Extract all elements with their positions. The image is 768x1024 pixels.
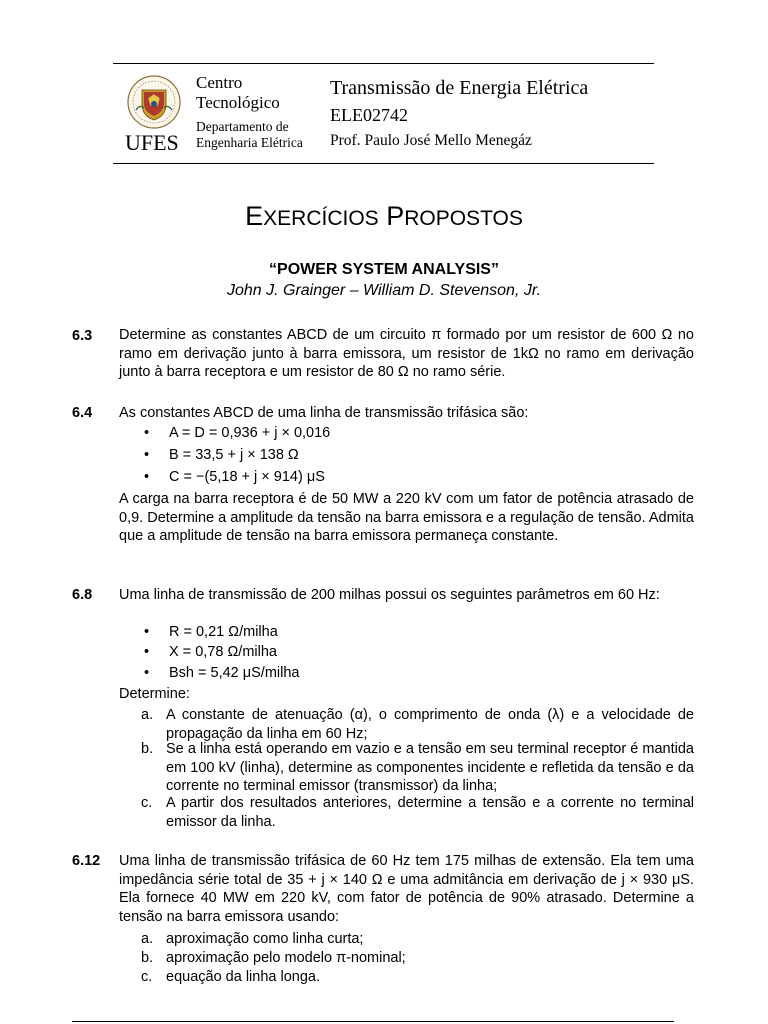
ufes-seal-logo — [122, 74, 186, 130]
course-title: Transmissão de Energia Elétrica — [330, 77, 589, 99]
header-bottom-rule — [113, 163, 654, 164]
bullet: • — [144, 425, 150, 441]
list-marker: a. — [141, 931, 154, 947]
exercise-number: 6.12 — [72, 853, 101, 869]
bullet: • — [144, 447, 150, 463]
title-rest-2: ROPOSTOS — [404, 207, 523, 230]
bullet: • — [144, 665, 150, 681]
list-marker: b. — [141, 950, 154, 966]
professor-name: Prof. Paulo José Mello Menegáz — [330, 132, 532, 149]
list-marker: a. — [141, 707, 154, 723]
bullet: • — [144, 644, 150, 660]
bullet-text: Bsh = 5,42 μS/milha — [169, 665, 300, 681]
exercise-number: 6.4 — [72, 405, 93, 421]
book-title: “POWER SYSTEM ANALYSIS” — [269, 261, 499, 278]
list-marker: c. — [141, 795, 153, 811]
exercise-number: 6.8 — [72, 587, 93, 603]
university-name: UFES — [125, 130, 179, 155]
department-line-2: Engenharia Elétrica — [196, 135, 303, 150]
header-top-rule — [113, 63, 654, 64]
exercise-statement: Uma linha de transmissão de 200 milhas possui os seguintes parâmetros em 60 Hz: — [119, 587, 660, 603]
exercise-number: 6.3 — [72, 328, 93, 344]
list-item-text: A partir dos resultados anteriores, determine a tensão e a corrente no terminal emissor da linha. — [166, 795, 694, 830]
list-marker: b. — [141, 741, 154, 757]
course-code: ELE02742 — [330, 105, 408, 125]
bullet-text: A = D = 0,936 + j × 0,016 — [169, 425, 331, 441]
institution-line-2: Tecnológico — [196, 93, 280, 112]
exercise-statement: As constantes ABCD de uma linha de transmissão trifásica são: — [119, 405, 529, 421]
list-item-text: A constante de atenuação (α), o comprimento de onda (λ) e a velocidade de propagação da linha em 60 Hz; — [166, 707, 694, 742]
list-item-text: Se a linha está operando em vazio e a tensão em seu terminal receptor é mantida em 100 kV (linha), determine as componentes incidente e refletida da tensão e da corrente no terminal emissor (transmissor) da linha; — [166, 741, 694, 794]
exercise-statement: Determine as constantes ABCD de um circuito π formado por um resistor de 600 Ω no ramo em derivação junto à barra emissora, um resistor de 1kΩ no ramo em derivação junto à barra receptora e um resistor de 80 Ω no ramo série. — [119, 327, 694, 380]
title-initial-1: E — [245, 201, 264, 231]
bullet-text: C = −(5,18 + j × 914) μS — [169, 469, 325, 485]
list-item-text: aproximação pelo modelo π-nominal; — [166, 950, 406, 966]
bullet-text: B = 33,5 + j × 138 Ω — [169, 447, 299, 463]
bullet: • — [144, 469, 150, 485]
footer-rule — [72, 1021, 674, 1022]
exercise-intro: Determine: — [119, 686, 190, 702]
list-item-text: equação da linha longa. — [166, 969, 320, 985]
bullet: • — [144, 624, 150, 640]
institution-line-1: Centro — [196, 73, 243, 92]
list-item-text: aproximação como linha curta; — [166, 931, 364, 947]
title-initial-2: P — [386, 201, 405, 231]
title-rest-1: XERCÍCIOS — [263, 207, 379, 230]
exercise-statement: Uma linha de transmissão trifásica de 60 Hz tem 175 milhas de extensão. Ela tem uma impedância série total de 35 + j × 140 Ω e uma admitância em derivação de j × 930 μS. Ela fornece 40 MW em 220 kV, com fator de potência de 90% atrasado. Determine a tensão na barra emissora usando: — [119, 853, 694, 925]
book-authors: John J. Grainger – William D. Stevenson, Jr. — [226, 282, 542, 299]
bullet-text: X = 0,78 Ω/milha — [169, 644, 277, 660]
department-line-1: Departamento de — [196, 119, 289, 134]
bullet-text: R = 0,21 Ω/milha — [169, 624, 278, 640]
exercise-continuation: A carga na barra receptora é de 50 MW a 220 kV com um fator de potência atrasado de 0,9. Determine a amplitude da tensão na barra emissora e a regulação de tensão. Admita que a amplitude de tensão na barra emissora permaneça constante. — [119, 491, 694, 544]
page-title — [0, 200, 768, 235]
list-marker: c. — [141, 969, 153, 985]
